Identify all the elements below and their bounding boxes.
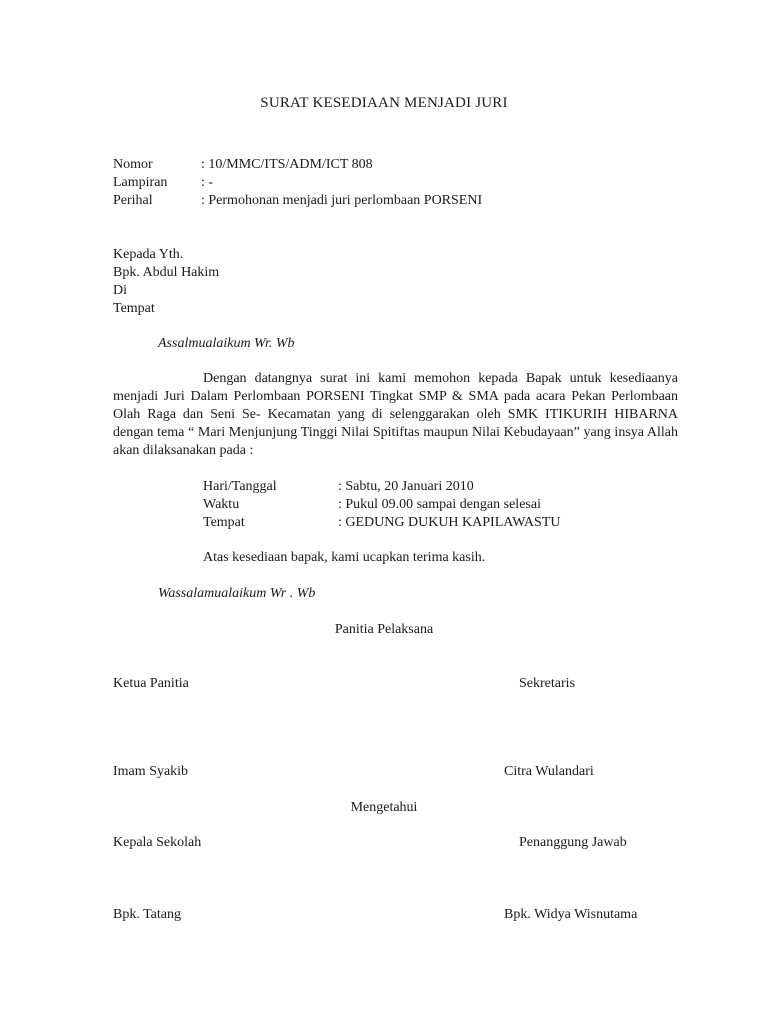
name-secretary: Citra Wulandari [504, 764, 594, 779]
closing-greeting: Wassalamualaikum Wr . Wb [158, 586, 316, 601]
committee-heading: Panitia Pelaksana [334, 622, 434, 637]
field-label-perihal: Perihal [113, 193, 153, 208]
role-secretary: Sekretaris [519, 676, 575, 691]
field-value-perihal: : Permohonan menjadi juri perlombaan PORSENI [201, 193, 483, 208]
role-person-in-charge: Penanggung Jawab [519, 835, 627, 850]
body-paragraph-text: Dengan datangnya surat ini kami memohon kepada Bapak untuk kesediaanya menjadi Juri Dalam Perlombaan PORSENI Tingkat SMP & SMA pada acara Pekan Perlombaan Olah Raga dan Seni Se- Kecamatan yang di selenggarakan oleh SMK ITIKURIH HIBARNA dengan tema “ Mari Menjunjung Tinggi Nilai Spitiftas maupun Nilai Kebudayaan” yang insya Allah akan dilaksanakan pada : [113, 371, 678, 458]
role-principal: Kepala Sekolah [113, 835, 202, 850]
role-chair: Ketua Panitia [113, 676, 189, 691]
field-value-lampiran: : - [201, 175, 214, 190]
event-value-date: : Sabtu, 20 Januari 2010 [338, 479, 474, 494]
body-paragraph [113, 370, 678, 460]
recipient-line: Di [113, 283, 127, 298]
recipient-line: Bpk. Abdul Hakim [113, 265, 220, 280]
name-chair: Imam Syakib [113, 764, 189, 779]
acknowledge-heading: Mengetahui [350, 800, 418, 815]
name-principal: Bpk. Tatang [113, 907, 181, 922]
field-value-nomor: : 10/MMC/ITS/ADM/ICT 808 [201, 157, 373, 172]
field-label-nomor: Nomor [113, 157, 153, 172]
event-value-place: : GEDUNG DUKUH KAPILAWASTU [338, 515, 561, 530]
recipient-line: Kepada Yth. [113, 247, 184, 262]
event-label-place: Tempat [203, 515, 245, 530]
letter-title: SURAT KESEDIAAN MENJADI JURI [260, 95, 508, 111]
event-label-date: Hari/Tanggal [203, 479, 277, 494]
event-label-time: Waktu [203, 497, 240, 512]
recipient-line: Tempat [113, 301, 155, 316]
greeting: Assalmualaikum Wr. Wb [158, 336, 295, 351]
field-label-lampiran: Lampiran [113, 175, 168, 190]
event-value-time: : Pukul 09.00 sampai dengan selesai [338, 497, 541, 512]
thanks-line: Atas kesediaan bapak, kami ucapkan terima kasih. [203, 550, 486, 565]
name-person-in-charge: Bpk. Widya Wisnutama [504, 907, 638, 922]
